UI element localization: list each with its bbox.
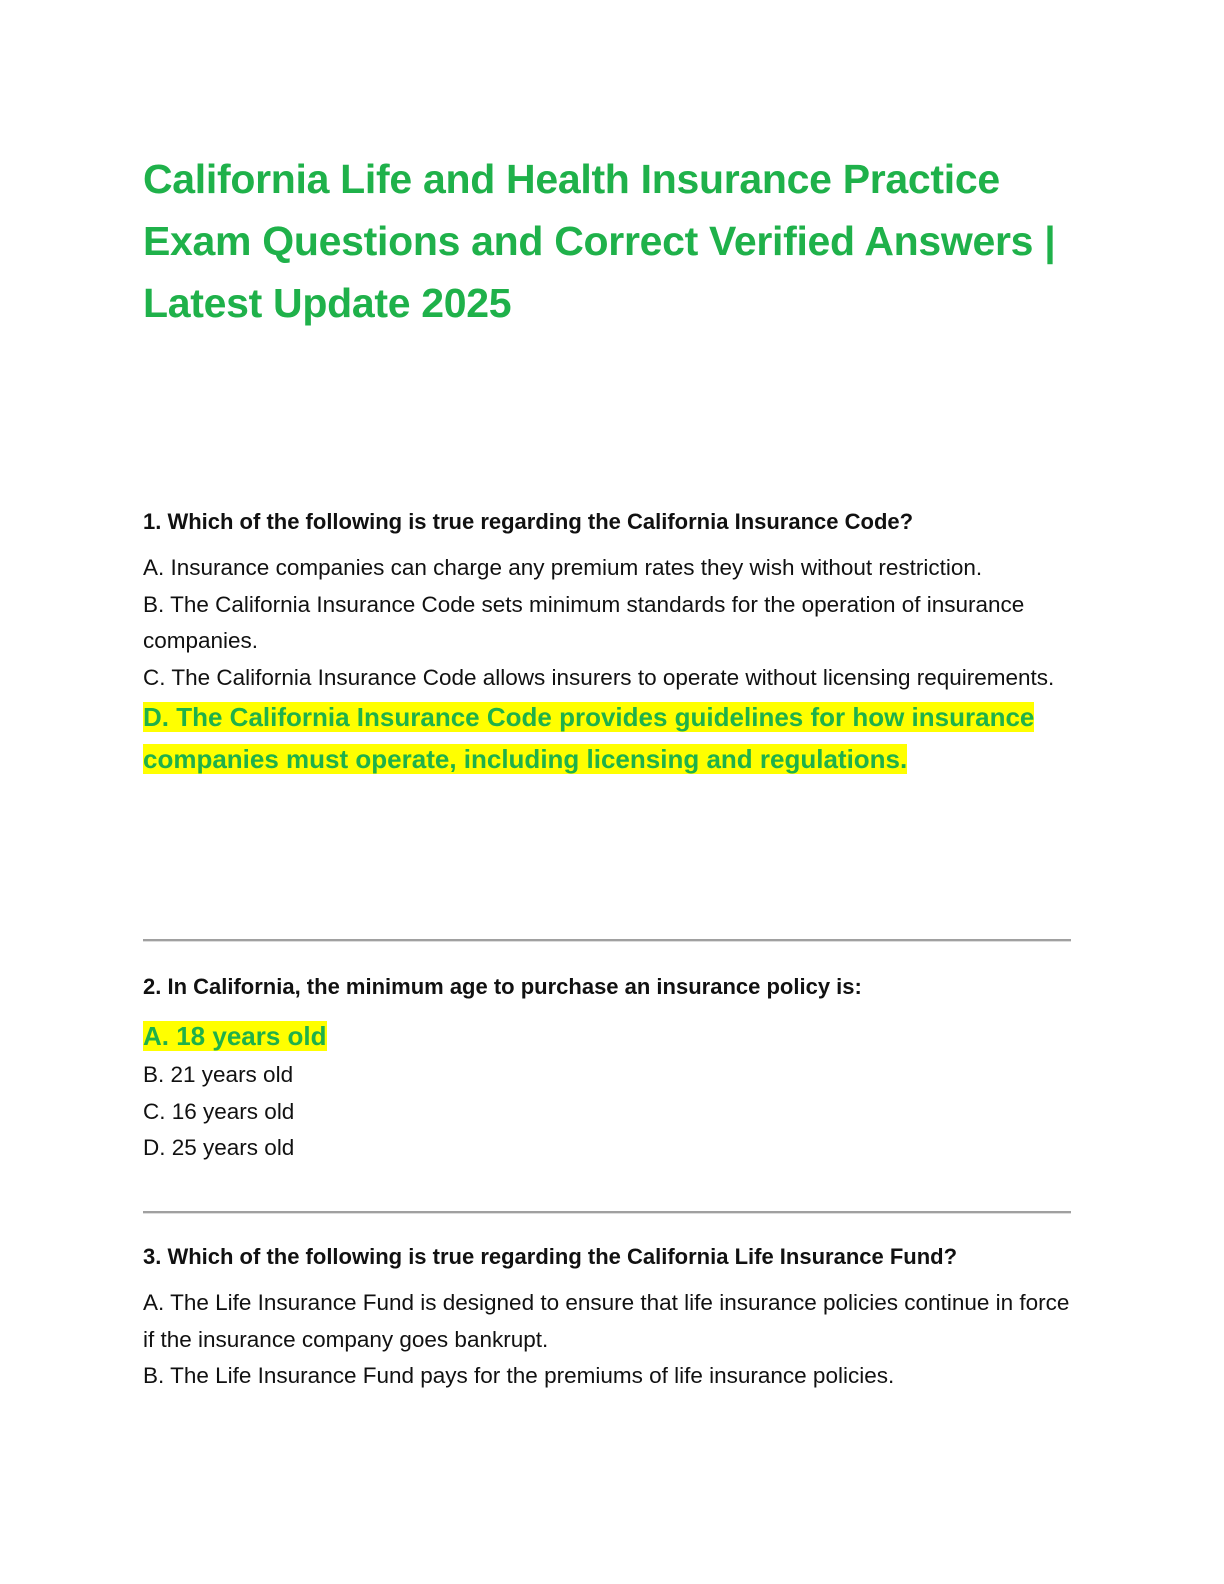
section-divider [143, 939, 1071, 942]
question-1 [143, 506, 1073, 780]
answer-option-b: B. The California Insurance Code sets minimum standards for the operation of insurance companies. [143, 591, 1025, 653]
answer-option-c: C. 16 years old [143, 1098, 295, 1124]
answer-option-c: C. The California Insurance Code allows insurers to operate without licensing requirements. [143, 664, 1055, 690]
question-text: 3. Which of the following is true regarding the California Life Insurance Fund? [143, 1244, 958, 1269]
answer-option-a: A. Insurance companies can charge any premium rates they wish without restriction. [143, 555, 983, 580]
answer-option-a: A. The Life Insurance Fund is designed to ensure that life insurance policies continue in force if the insurance company goes bankrupt. [143, 1290, 1070, 1352]
answer-option-b: B. 21 years old [143, 1062, 294, 1087]
section-divider [143, 1211, 1071, 1214]
question-text: 2. In California, the minimum age to purchase an insurance policy is: [143, 974, 862, 999]
correct-answer-option-d [143, 696, 1073, 780]
correct-answer-highlight: A. 18 years old [143, 1021, 327, 1051]
question-2 [143, 971, 1073, 1167]
question-3 [143, 1241, 1073, 1395]
question-text: 1. Which of the following is true regarding the California Insurance Code? [143, 509, 914, 534]
answer-option-d: D. 25 years old [143, 1135, 295, 1160]
correct-answer-highlight: D. The California Insurance Code provides guidelines for how insurance companies must operate, including licensing and regulations. [143, 702, 1035, 774]
document-title: California Life and Health Insurance Practice Exam Questions and Correct Verified Answers | Latest Update 2025 [143, 156, 1056, 326]
correct-answer-option-a [143, 1015, 1073, 1057]
answer-option-b: B. The Life Insurance Fund pays for the premiums of life insurance policies. [143, 1363, 895, 1388]
